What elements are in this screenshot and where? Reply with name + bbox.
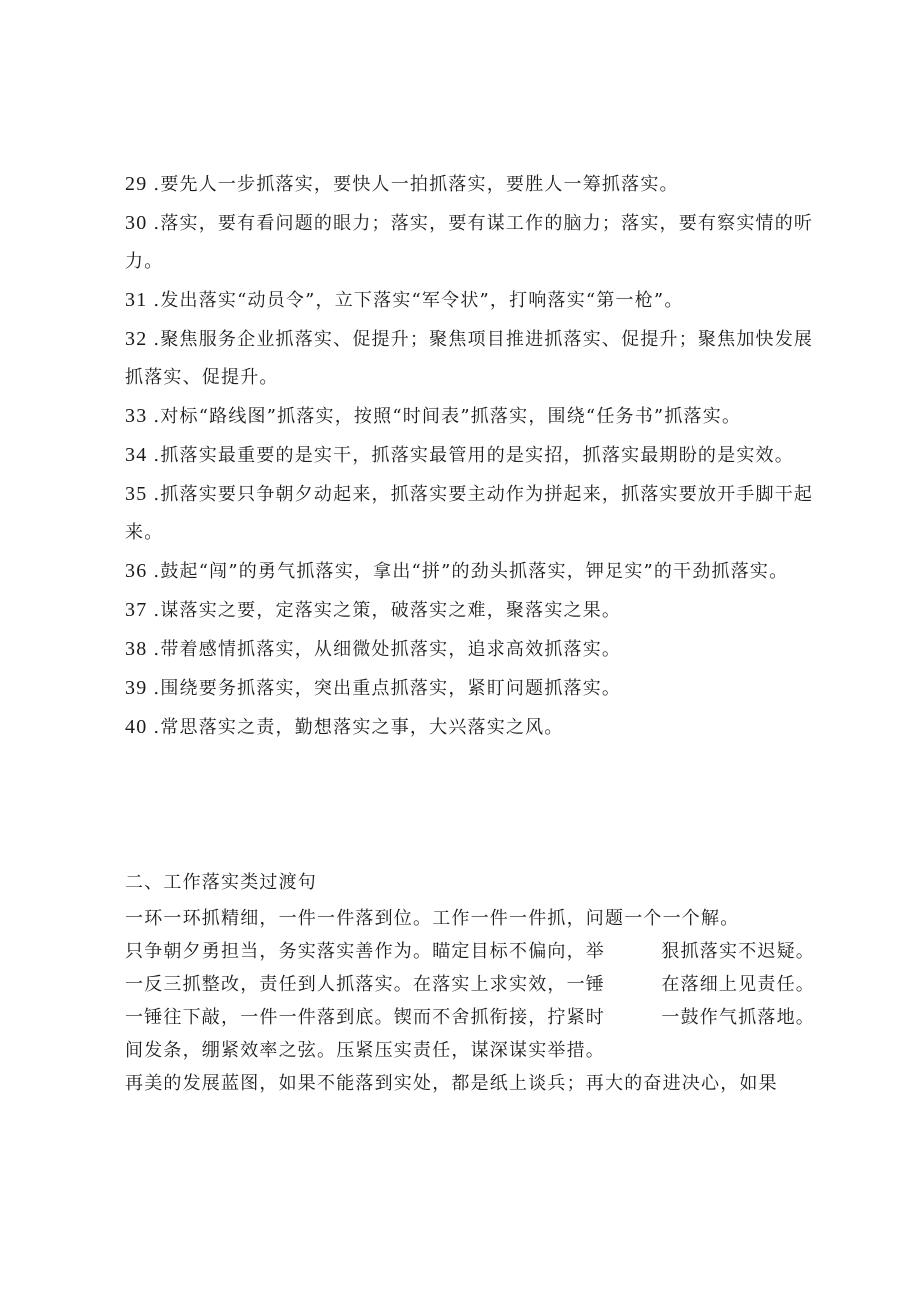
item-number: 32 — [125, 328, 148, 350]
item-text: .聚焦服务企业抓落实、促提升；聚焦项目推进抓落实、促提升；聚焦加快发展抓落实、促提升。 — [125, 329, 814, 388]
list-item — [125, 320, 815, 397]
section-heading: 二、工作落实类过渡句 — [125, 872, 317, 893]
list-item — [125, 281, 815, 320]
item-number: 34 — [125, 444, 148, 466]
item-number: 30 — [125, 212, 148, 234]
item-text: .发出落实“动员令”，立下落实“军令状”，打响落实“第一枪”。 — [153, 290, 684, 311]
item-number: 38 — [125, 638, 148, 660]
item-number: 39 — [125, 677, 148, 699]
item-number: 40 — [125, 716, 148, 738]
list-item — [125, 708, 815, 747]
item-number: 31 — [125, 289, 148, 311]
row-left-text: 一锤往下敲，一件一件落到底。锲而不舍抓衔接，拧紧时 — [125, 1007, 605, 1028]
paragraph-line: 一环一环抓精细，一件一件落到位。工作一件一件抓，问题一个一个解。 — [125, 908, 740, 929]
list-item — [125, 475, 815, 552]
list-item — [125, 630, 815, 669]
item-text: .围绕要务抓落实，突出重点抓落实，紧盯问题抓落实。 — [153, 678, 622, 699]
list-item — [125, 436, 815, 475]
row-left-text: 一反三抓整改，责任到人抓落实。在落实上求实效，一锤 — [125, 974, 605, 995]
item-text: .抓落实最重要的是实干，抓落实最管用的是实招，抓落实最期盼的是实效。 — [153, 445, 794, 466]
list-item — [125, 552, 815, 591]
numbered-list — [125, 165, 815, 747]
list-item — [125, 669, 815, 708]
item-number: 37 — [125, 599, 148, 621]
item-number: 36 — [125, 560, 148, 582]
row-left-text: 只争朝夕勇担当，务实落实善作为。瞄定目标不偏向，举 — [125, 941, 605, 962]
list-item — [125, 591, 815, 630]
list-item — [125, 204, 815, 281]
transition-section — [125, 868, 815, 1100]
paragraph-line: 间发条，绷紧效率之弦。压紧压实责任，谋深谋实举措。 — [125, 1040, 605, 1061]
item-text: .谋落实之要，定落实之策，破落实之难，聚落实之果。 — [153, 600, 622, 621]
row-right-text: 在落细上见责任。 — [661, 974, 815, 995]
item-text: .带着感情抓落实，从细微处抓落实，追求高效抓落实。 — [153, 639, 622, 660]
list-item — [125, 397, 815, 436]
row-right-text: 狠抓落实不迟疑。 — [661, 941, 815, 962]
item-text: .鼓起“闯”的勇气抓落实，拿出“拼”的劲头抓落实，钾足实”的干劲抓落实。 — [153, 561, 789, 582]
item-text: .要先人一步抓落实，要快人一拍抓落实，要胜人一筹抓落实。 — [153, 174, 679, 195]
item-text: .抓落实要只争朝夕动起来，抓落实要主动作为拼起来，抓落实要放开手脚干起来。 — [125, 484, 814, 543]
paragraph-line: 再美的发展蓝图，如果不能落到实处，都是纸上谈兵；再大的奋进决心，如果 — [125, 1073, 778, 1094]
item-text: .落实，要有看问题的眼力；落实，要有谋工作的脑力；落实，要有察实情的听力。 — [125, 213, 814, 272]
item-number: 29 — [125, 173, 148, 195]
item-text: .对标“路线图”抓落实，按照“时间表”抓落实，围绕“任务书”抓落实。 — [153, 406, 742, 427]
item-number: 33 — [125, 405, 148, 427]
item-number: 35 — [125, 483, 148, 505]
paragraph-row — [125, 1001, 815, 1034]
row-right-text: 一鼓作气抓落地。 — [661, 1007, 815, 1028]
item-text: .常思落实之责，勤想落实之事，大兴落实之风。 — [153, 717, 564, 738]
paragraph-row — [125, 935, 815, 968]
paragraph-row — [125, 968, 815, 1001]
list-item — [125, 165, 815, 204]
